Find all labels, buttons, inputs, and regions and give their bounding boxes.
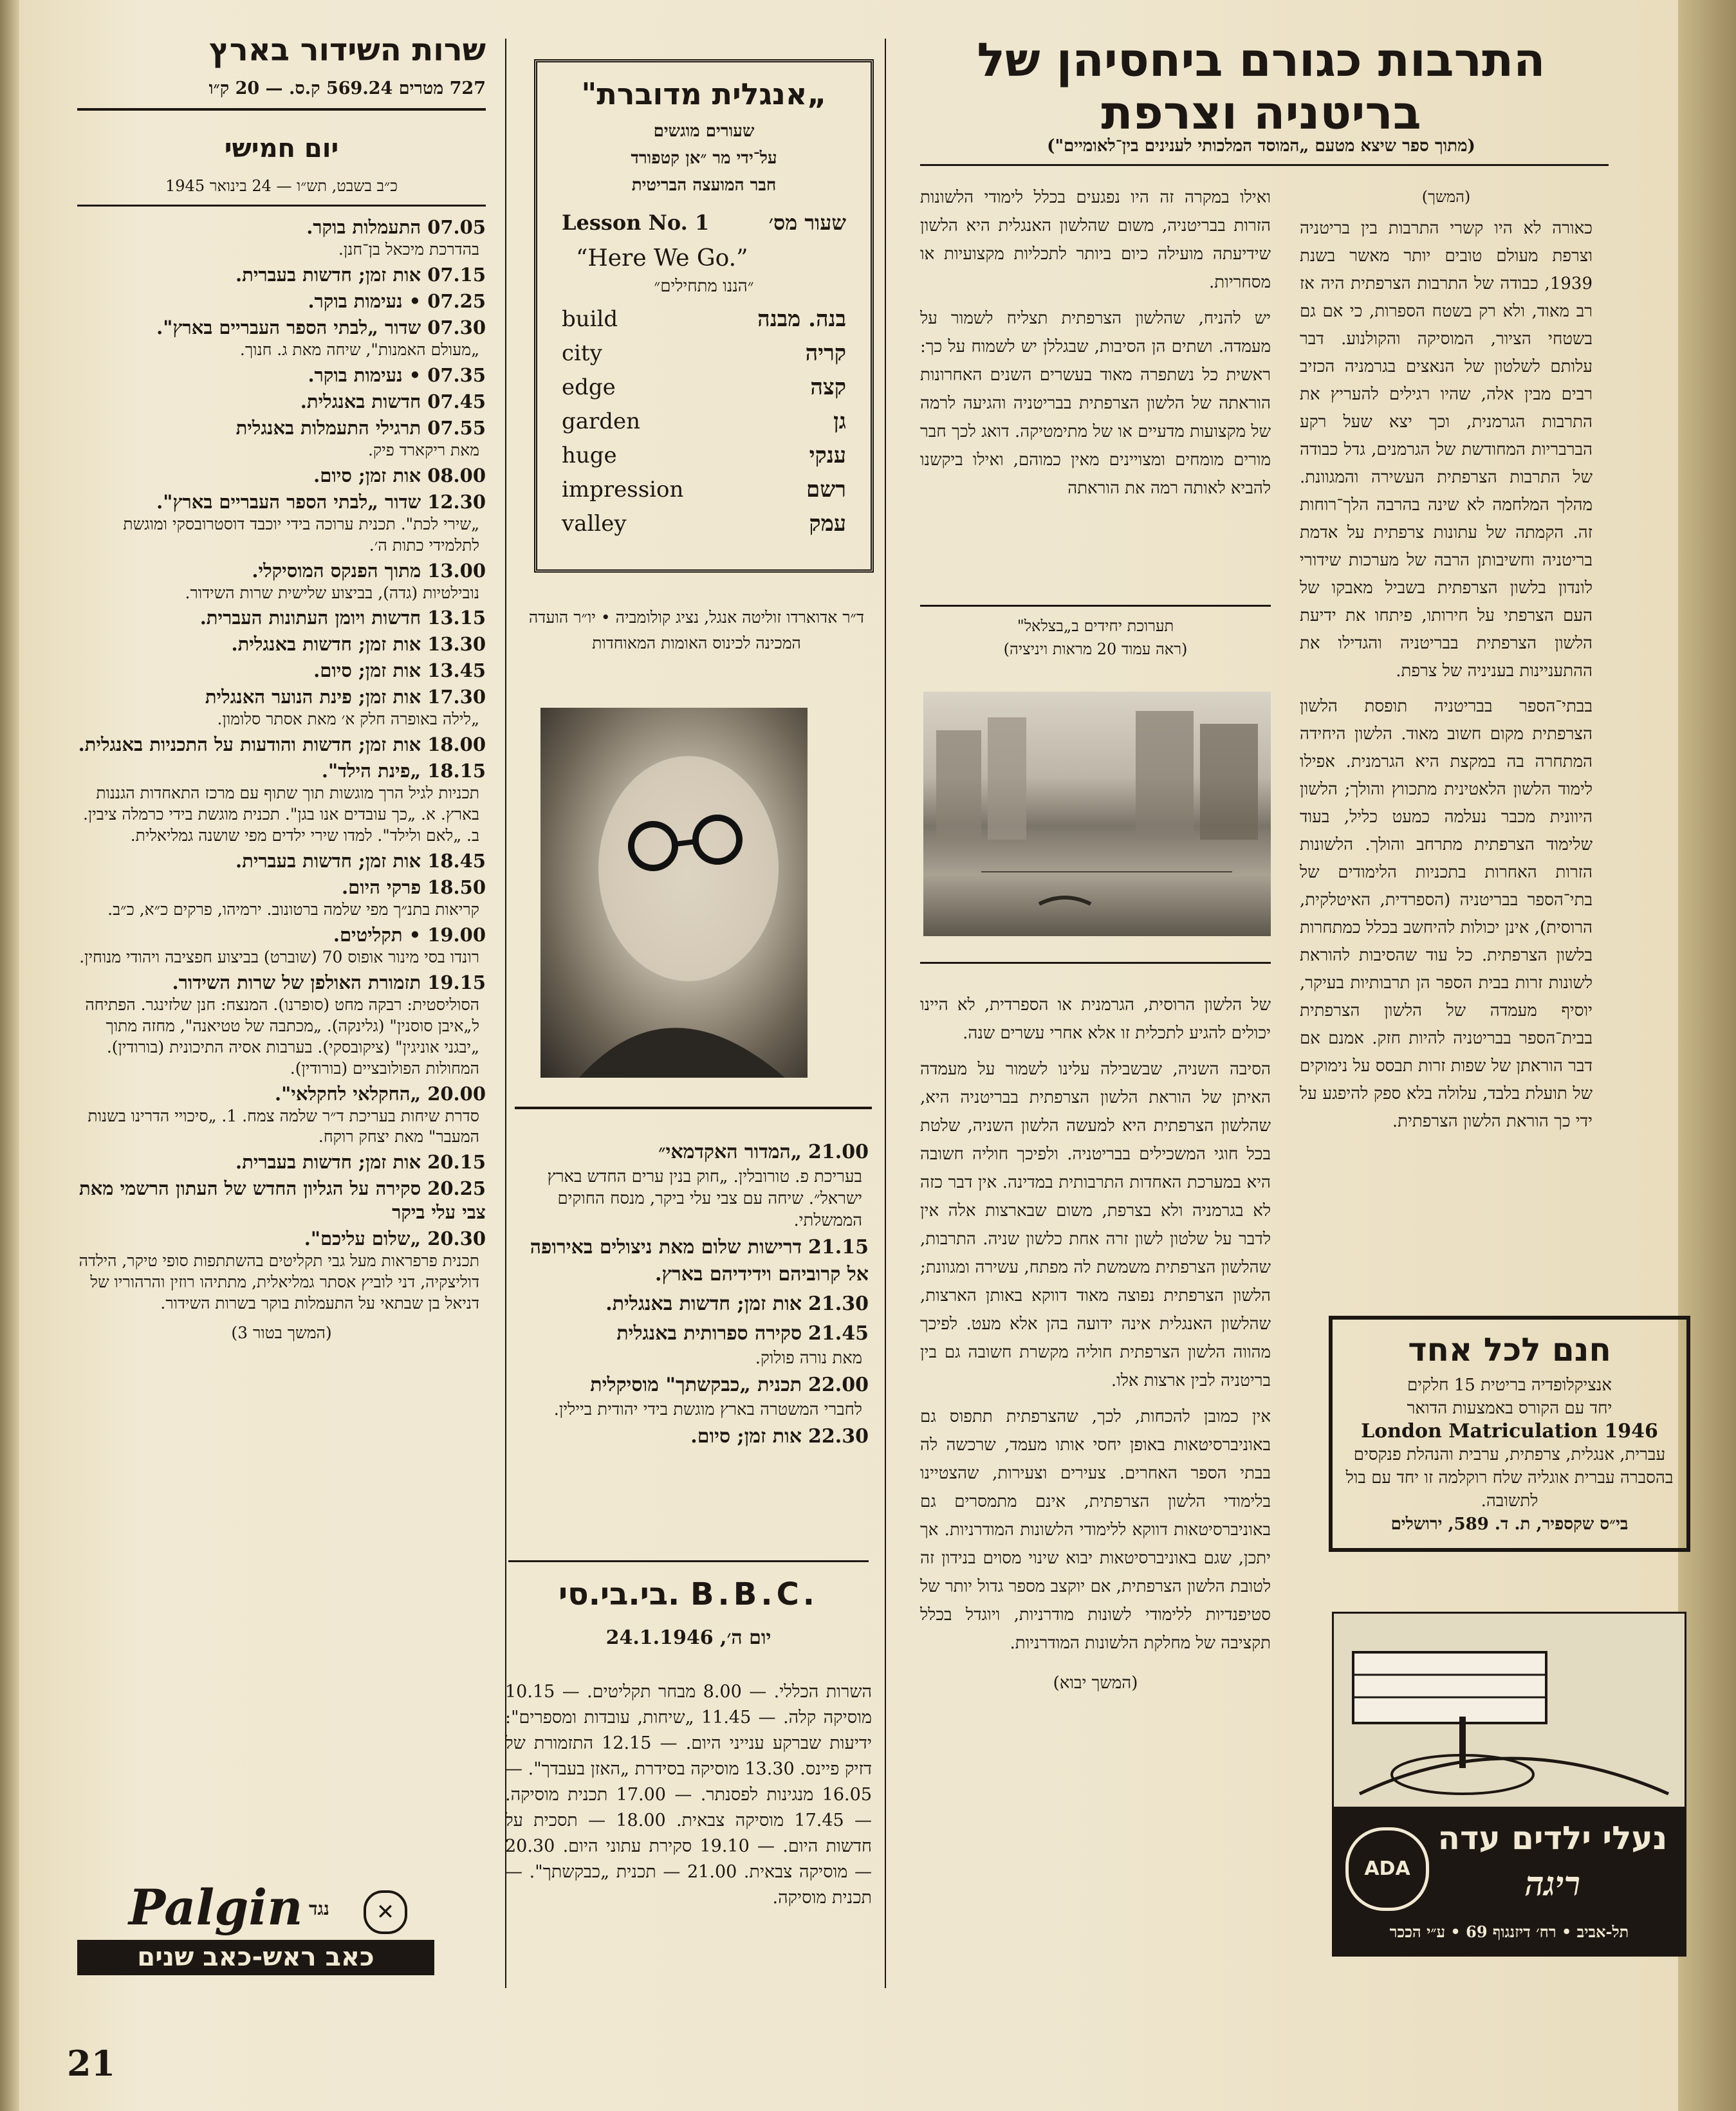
program-title: מתוך הפנקס המוסיקלי.: [252, 559, 421, 582]
divider: [515, 1107, 872, 1109]
program-item: [77, 659, 486, 683]
article-paragraph: בבתי־הספר בבריטניה תופסת הלשון הצרפתית מקום חשוב מאוד. הלשון היחידה המתחרה בה במקצת היא הגרמנית. אפילו לימוד הלשון הלאטינית מתכווץ והולך; הלשון היוונית מכבר נעלמה כמעט כליל, בעוד שלימוד הצרפתית מתרחב והולך. הלשונות הזרות האחרות בתכניות הלימודים של בתי־הספר בבריטניה (הספרדית, האיטלקית, הרוסית), אינן יכולות להיחשב בכלל כמתחרות בלשון הצרפתית. כל עוד שהסיבות להוראת לשונות זרות בבית הספר הן תרבותיות בעיקר, יוסיף מעמדה של הלשון הצרפתית בבית־הספר בבריטניה להיות חזק. אמנם אם דבר הוראתן של שפות זרות תבסס על נימוקים של תועלת בלבד, עלולה בלא ספק להיפגע על ידי כך הוראת הלשון הצרפתית.: [1300, 697, 1593, 1131]
broadcast-title: שרות השידור בארץ: [209, 32, 486, 68]
program-item: [77, 876, 486, 921]
article-paragraph: אין כמובן להכחות, לכך, שהצרפתית תתפוס גם באוניברסיטאות באופן יחסי אותו מעמד, שרכשה לה בבתי הספר האחרים. צעירים וצעירות, שהצטיינו בלימודי הלשון הצרפתית, אינם מתמסרים גם באוניברסיטאות דווקא ללימודי הלשונות המודרניות. אך יתכן, שגם באוניברסיטאות יבוא שינוי מסוים בנידון זה לטובת הלשון הצרפתית, אם יוקצב מספר גדול יותר של סטיפנדיות ללימודי לשונות מודרניות, ויוגדל בכלל תקציבה של מחלקת הלשונות המודרניות.: [920, 1407, 1271, 1653]
program-time: 13.00: [427, 559, 486, 582]
program-title: דרישות שלום מאת ניצולים באירופה אל קרוביהם וידידיהם בארץ.: [530, 1236, 869, 1286]
ad-line: עברית, אנגלית, צרפתית, ערבית והנהלת פנקסים בהסברה עברית אוגליה שלח רוקלמה זו יחד עם בול לתשובה.: [1345, 1445, 1674, 1511]
ad-script: ריגה: [1524, 1865, 1581, 1904]
page-number: 21: [67, 2043, 116, 2084]
vocab-english: huge: [562, 443, 617, 468]
program-item: [508, 1320, 869, 1369]
palgin-slogan: כאב ראש-כאב שנים: [77, 1940, 434, 1975]
program-desc: בהדרכת מיכאל בן־חנן.: [338, 240, 479, 259]
broadcast-date: כ״ב בשבט, תש״ו — 24 בינואר 1945: [165, 177, 398, 195]
ad-line-en: London Matriculation 1946: [1361, 1420, 1658, 1443]
ada-seal: ADA: [1345, 1827, 1429, 1911]
phrase-he: ״הננו מתחילים״: [654, 277, 754, 296]
vocab-hebrew: קצה: [810, 374, 846, 400]
vocab-row: [562, 302, 846, 336]
program-desc: מאת נורה פולוק.: [755, 1349, 862, 1369]
program-title: אות זמן; חדשות בעברית.: [235, 1151, 421, 1174]
vocab-hebrew: ענקי: [809, 443, 846, 468]
continued-label: (המשך יבוא): [1053, 1673, 1138, 1693]
vocab-hebrew: בנה. מבנה: [757, 306, 846, 332]
program-time: 17.30: [427, 686, 486, 708]
vocab-line: חבר המועצה הבריטית: [631, 176, 777, 195]
vocab-hebrew: עמק: [809, 511, 846, 537]
program-time: 12.30: [427, 490, 486, 513]
program-item: [77, 559, 486, 604]
exhibit-caption: (ראה עמוד 20 מראות ויניציה): [1003, 640, 1188, 658]
program-item: [508, 1139, 869, 1231]
program-item: [77, 290, 486, 313]
program-title: תכנית „כבקשתך" מוסיקלית: [590, 1374, 802, 1397]
article-headline: התרבות כגורם ביחסיהן של בריטניה וצרפת: [977, 33, 1546, 140]
program-time: 19.00: [427, 923, 486, 946]
venice-photo: [923, 692, 1271, 936]
program-item: [508, 1372, 869, 1421]
program-title: אות זמן; סיום.: [690, 1425, 802, 1448]
article-paragraph: הסיבה השניה, שבשבילה עלינו לשמור על מעמדה האיתן של הוראת הלשון הצרפתית בבריטניה היא, שהלשון הצרפתית היא למעשה הלשון השניה, שלטת בכל חוגי המשכילים בבריטניה. ולפיכך חוליה חשובה היא במערכת האחדות התרבותית במדינה. אין דבר כזה לא בגרמניה ולא בצרפת, משום שבארצות אלה אין לדבר על שלטון לשון זרה אחת כלשון שניה. התרבות, שהלשון הצרפתית משמשת לה מפתח, עשירה ומגוונת; הלשון הצרפתית נפוצה מאוד דווקא באותן הארצות, שהלשון האנגלית אינה ידועה בהן אלא מעט. לפיכך מהווה הלשון הצרפתית חוליה מקשרת חשובה גם בין בריטניה לבין ארצות אלו.: [920, 1060, 1271, 1390]
palgin-brand: Palgin: [129, 1879, 303, 1936]
program-title: אות זמן; פינת הנוער האנגלית: [205, 686, 421, 708]
program-time: 18.45: [427, 850, 486, 872]
program-title: אות זמן; חדשות בעברית.: [235, 850, 421, 872]
program-time: 13.30: [427, 633, 486, 656]
vocab-english: valley: [562, 511, 627, 537]
program-item: [77, 216, 486, 261]
ad-brand: נעלי ילדים עדה: [1437, 1820, 1668, 1857]
lesson-he: שעור מס׳: [768, 210, 846, 235]
program-title: אות זמן; חדשות באנגלית.: [605, 1293, 802, 1316]
program-item: [77, 923, 486, 968]
vocab-subtitle: [537, 118, 871, 199]
program-desc: קריאות בתנ״ך מפי שלמה ברטונוב. ירמיהו, פרקים כ״א, כ״ב.: [107, 900, 479, 919]
program-title: אות זמן; סיום.: [313, 464, 421, 486]
article-column-1: [1300, 183, 1593, 1143]
vocab-row: [562, 336, 846, 371]
vocab-hebrew: רשם: [806, 477, 846, 502]
program-item: [77, 1177, 486, 1224]
program-desc: „לילה באופרה חלק א׳ מאת אסתר סלומון.: [217, 710, 479, 729]
program-item: [77, 263, 486, 287]
program-time: 13.45: [427, 659, 486, 682]
divider: [77, 205, 486, 207]
program-title: „המדור האקדמאי״: [658, 1141, 802, 1163]
bbc-date: יום ה׳, 24.1.1946: [605, 1627, 771, 1649]
vocab-row: [562, 405, 846, 439]
ad-address: בי״ס שקספיר, ת. ד. 589, ירושלים: [1390, 1515, 1629, 1534]
vocab-line: על־ידי מר ״אן קטפורד: [631, 149, 777, 168]
program-time: 22.00: [808, 1374, 869, 1397]
program-time: 07.15: [427, 263, 486, 286]
program-time: 20.00: [427, 1082, 486, 1105]
program-title: • תקליטים.: [333, 923, 421, 946]
venice-sketch: [923, 692, 1271, 936]
program-time: 07.35: [427, 364, 486, 386]
program-item: [77, 316, 486, 361]
evening-program: [508, 1139, 869, 1453]
program-item: [77, 490, 486, 557]
program-item: [77, 416, 486, 461]
divider: [508, 1560, 869, 1562]
vocab-english: edge: [562, 374, 616, 400]
program-time: 07.45: [427, 390, 486, 412]
palgin-x-icon: ✕: [364, 1890, 407, 1934]
continued-label: (המשך בטור 3): [231, 1323, 332, 1343]
vocab-hebrew: קריה: [805, 340, 846, 366]
program-time: 19.15: [427, 971, 486, 993]
article-paragraph: של הלשון הרוסית, הגרמנית או הספרדית, לא היינו יכולים להגיע לתכלית זו אלא אחרי עשרים שנה.: [920, 995, 1271, 1043]
program-desc: תכנית פרפראות מעל גבי תקליטים בהשתתפות סופי טיקר, הילדה דוליצקיה, דני לוביץ אסתר גמליאלית, מתתיהו רוזין והרהוריו של דניאל בן שבתאי על התעמלות בוקר בשרות השידור.: [78, 1251, 479, 1313]
exhibit-caption-block: [920, 614, 1271, 661]
vocab-title: „אנגלית מדוברת": [581, 77, 827, 111]
ad-line: יחד עם הקורס באמצעות הדואר: [1407, 1399, 1612, 1418]
photo-caption: ד״ר אדוארדו זוליטה אנגל, נציג קולומביה • יו״ר הועדה המכינה לכינוס האומות המאוחדות: [528, 608, 865, 652]
program-desc: תכניות לגיל הרך מוגשות תוך שתוף עם מרכז התאחדות הגננות בארץ. א. „כך עובדים אנו בגן". תכנית מוגשת בידי כרמלה ציבין. ב. „לאם ולילד". למדו שירי ילדים מפי שושנה גמליאלית.: [82, 784, 479, 845]
program-title: חדשות ויומן העתונות העברית.: [199, 607, 421, 629]
program-desc: „מעולם האמנות", שיחה מאת ג. חנוך.: [239, 340, 479, 359]
vocab-english: build: [562, 306, 618, 332]
program-title: סקירה ספרותית באנגלית: [616, 1322, 802, 1345]
program-desc: בעריכת פ. טורובלין. „חוק בנין ערים החדש בארץ ישראל״. שיחה עם צבי עלי ביקר, מנסח החוקים הממשלתי.: [547, 1167, 862, 1231]
program-time: 13.15: [427, 607, 486, 629]
program-item: [77, 733, 486, 757]
left-binding: [0, 0, 19, 2111]
program-time: 07.55: [427, 416, 486, 439]
program-title: סקירה על הגליון החדש של העתון הרשמי מאת צבי עלי ביקר: [78, 1177, 486, 1224]
ad-title: חנם לכל אחד: [1408, 1331, 1611, 1369]
program-title: אות זמן; חדשות באנגלית.: [231, 633, 421, 656]
right-page-edge: [1678, 0, 1736, 2111]
program-time: 07.05: [427, 216, 486, 238]
program-desc: נובילטיות (גדה), בביצוע שלישית שרות השידור.: [185, 583, 479, 602]
bbc-schedule: השרות הכללי. — 8.00 מבחר תקליטים. — 10.15 מוסיקה קלה. — 11.45 „שיחות, עובדות ומספרים": ידיעות שברקע ענייני היום. — 12.15 התזמורת של דזיק פיינס. 13.30 מוסיקה בסידרת „האזן בעבדך". — 16.05 מנגינות לפסנתר. — 17.00 תכנית מוסיקה. — 17.45 מוסיקה צבאית. 18.00 — תסכית על חדשות היום. — 19.10 סקירת עתוני היום. 20.30 — מוסיקה צבאית. 21.00 — תכנית „כבקשתך". — תכנית מוסיקה.: [505, 1682, 873, 1908]
palgin-tag: נגד: [309, 1898, 329, 1919]
program-item: [508, 1423, 869, 1450]
vocab-hebrew: גן: [833, 409, 846, 434]
article-paragraph: כאורה לא היו קשרי התרבות בין בריטניה וצרפת מעולם טובים יותר מאשר בשנת 1939, כבודה של התרבות הצרפתית היה אז רב מאוד, ולא רק בשטח הספרות, כי אם גם בשטחי הציור, המוסיקה והקולנוע. דבר עלותם לשלטון של הנאצים בגרמניה הכזיב רבים מבין אלה, שהיו רגילים להעריץ את התרבות הגרמנית, וכך יצא שעל רקע הברבריות המחודשת של הגרמנים, גדל כבודה של התרבות הצרפתית העשירה והמגוונת. מהלך המלחמה לא שינה בהרבה הלך־רוחות זה. הקמתה של עתונות צרפתית על אדמת בריטניה וחשיבותן הרבה של מערכות שידורי לונדון בלשון הצרפתית בשביל מאבקו של העם הצרפתי על חירותו, פיתחו את ידיעת הלשון הצרפתית בבריטניה והגדילו את ההתעניינות בעניניה של צרפת.: [1300, 219, 1593, 681]
spoken-english-box: [534, 59, 874, 573]
program-time: 20.30: [427, 1228, 486, 1250]
ad-address: תל-אביב • רח׳ דיזנגוף 69 • ע״י הככר: [1389, 1922, 1629, 1941]
divider: [920, 605, 1271, 607]
program-desc: „שירי לכת". תכנית ערוכה בידי יוכבד דוסטרובסקי ומוגשת לתלמידי כתות ה׳.: [123, 514, 479, 555]
program-item: [508, 1291, 869, 1318]
program-title: תרגילי התעמלות באנגלית: [235, 416, 421, 439]
program-title: שדור „לבתי הספר העבריים בארץ".: [156, 316, 421, 338]
encyclopedia-ad: [1329, 1316, 1690, 1552]
portrait-sketch: [540, 708, 808, 1078]
ad-banner: [1334, 1807, 1685, 1955]
program-title: שדור „לבתי הספר העבריים בארץ".: [156, 490, 421, 513]
program-time: 18.50: [427, 876, 486, 899]
lesson-line: [537, 199, 871, 235]
program-time: 18.00: [427, 733, 486, 756]
divider: [77, 108, 486, 111]
program-item: [77, 364, 486, 387]
program-time: 21.00: [808, 1141, 869, 1163]
vocab-english: city: [562, 340, 602, 366]
program-item: [77, 1150, 486, 1174]
program-title: התעמלות בוקר.: [306, 216, 421, 238]
vocab-english: impression: [562, 477, 684, 502]
program-time: 07.25: [427, 290, 486, 312]
program-desc: רונדו בסי מינור אופוס 70 (שוברט) בביצוע חפציבה ויהודי מנוחין.: [79, 947, 479, 966]
bbc-title-en: B.B.C.: [690, 1576, 819, 1612]
ada-shoes-ad: [1332, 1612, 1686, 1957]
program-title: • נעימות בוקר.: [308, 290, 421, 312]
program-item: [77, 1082, 486, 1148]
lesson-en: Lesson No. 1: [562, 210, 710, 235]
palgin-ad: [77, 1879, 434, 1975]
vocab-line: שעורים מוגשים: [653, 122, 755, 141]
program-item: [77, 1227, 486, 1314]
program-item: [77, 606, 486, 630]
program-title: חדשות באנגלית.: [300, 390, 421, 412]
program-title: אות זמן; חדשות בעברית.: [235, 263, 421, 286]
vocab-row: [562, 439, 846, 473]
program-time: 08.00: [427, 464, 486, 486]
program-time: 21.15: [808, 1236, 869, 1259]
program-item: [77, 685, 486, 730]
article-column-2-bottom: [920, 991, 1271, 1697]
program-desc: לחברי המשטרה בארץ מוגשת בידי יהודית ביילין.: [553, 1400, 862, 1420]
program-title: פרקי היום.: [342, 876, 421, 899]
program-time: 21.45: [808, 1322, 869, 1345]
portrait-photo: [540, 708, 808, 1078]
program-item: [77, 632, 486, 656]
program-time: 22.30: [808, 1425, 869, 1448]
program-title: „החקלאי לחקלאי".: [275, 1082, 421, 1105]
program-time: 20.15: [427, 1151, 486, 1174]
broadcast-schedule: [77, 216, 486, 1345]
program-time: 07.30: [427, 316, 486, 338]
program-item: [508, 1234, 869, 1288]
bbc-title: [508, 1576, 869, 1612]
program-item: [77, 759, 486, 847]
vocab-list: [537, 296, 871, 541]
program-title: אות זמן; חדשות והודעות על התכניות באנגלית.: [78, 733, 421, 756]
program-item: [77, 849, 486, 873]
ad-body: [1333, 1374, 1686, 1536]
vocab-english: garden: [562, 409, 641, 434]
article-column-2-top: [920, 183, 1271, 510]
program-title: „שלום עליכם".: [304, 1228, 421, 1250]
program-time: 20.25: [427, 1177, 486, 1200]
program-title: אות זמן; סיום.: [313, 659, 421, 682]
program-time: 21.30: [808, 1293, 869, 1316]
divider: [920, 962, 1271, 964]
program-item: [77, 390, 486, 414]
bbc-title-he: בי.בי.סי.: [558, 1576, 680, 1612]
article-paragraph: יש להניח, שהלשון הצרפתית תצליח לשמור על מעמדה. ושתים הן הסיבות, שבגללן יש לשמוח על כך: ראשית כל נשתפרה מאוד בעשרים השנים האחרונות הוראתה של הלשון הצרפתית בבריטניה והגיעה לרמה של מקצועות מדעיים או של מתימטיקה. דואג לכך חבר מורים מומחים ומצויינים מאין כמוהם, ואילו ביקשנו להביא לאותה רמה את הוראתה: [920, 309, 1271, 498]
program-desc: מאת ריקארד פיק.: [367, 440, 479, 459]
program-item: [77, 464, 486, 488]
article-subhead: (מתוך ספר שיצא מטעם „המוסד המלכותי לענינים בין־לאומיים"): [1047, 136, 1475, 156]
vocab-row: [562, 371, 846, 405]
continued-label: (המשך): [1421, 188, 1471, 206]
article-paragraph: ואילו במקרה זה היו נפגעים בכלל לימודי הלשונות הזרות בבריטניה, משום שהלשון האנגלית היא הלשון שידיעתה מועילה כיום ביותר לתכליות מקצועיות או מסחריות.: [920, 188, 1271, 292]
building-illustration: [1334, 1614, 1685, 1807]
program-title: תזמורת האולפן של שרות השידור.: [172, 971, 421, 993]
vocab-row: [562, 473, 846, 507]
program-desc: הסוליסטית: רבקה מחט (סופרנו). המנצח: חנן שלזינגר. הפתיחה ל„איבן סוסנין" (גלינקה). „מכתבה של טטיאנה", מחזה מתוך „יבגני אוניגין" (ציקובסקי). בערבות אסיה התיכונית (בורודין). המחולות הפולובציים (בורודין).: [85, 995, 479, 1078]
program-desc: סדרת שיחות בעריכת ד״ר שלמה צמח. 1. „סיכויי הדרינו בשנות המעבר" מאת יצחק רוקח.: [88, 1106, 479, 1147]
exhibit-title: תערוכת יחידים ב„בצלאל": [1017, 617, 1174, 635]
program-time: 18.15: [427, 760, 486, 782]
program-title: • נעימות בוקר.: [308, 364, 421, 386]
phrase-en: “Here We Go.”: [576, 245, 748, 272]
ad-line: אנציקלופדיה בריטית 15 חלקים: [1407, 1376, 1612, 1395]
program-title: „פינת הילד".: [321, 760, 421, 782]
broadcast-frequency: 727 מטרים 569.24 ק.ס. — 20 ק״ו: [208, 78, 486, 98]
column-rule: [885, 39, 886, 1988]
divider: [920, 164, 1609, 166]
broadcast-day: יום חמישי: [224, 134, 339, 163]
vocab-row: [562, 507, 846, 541]
program-item: [77, 971, 486, 1080]
